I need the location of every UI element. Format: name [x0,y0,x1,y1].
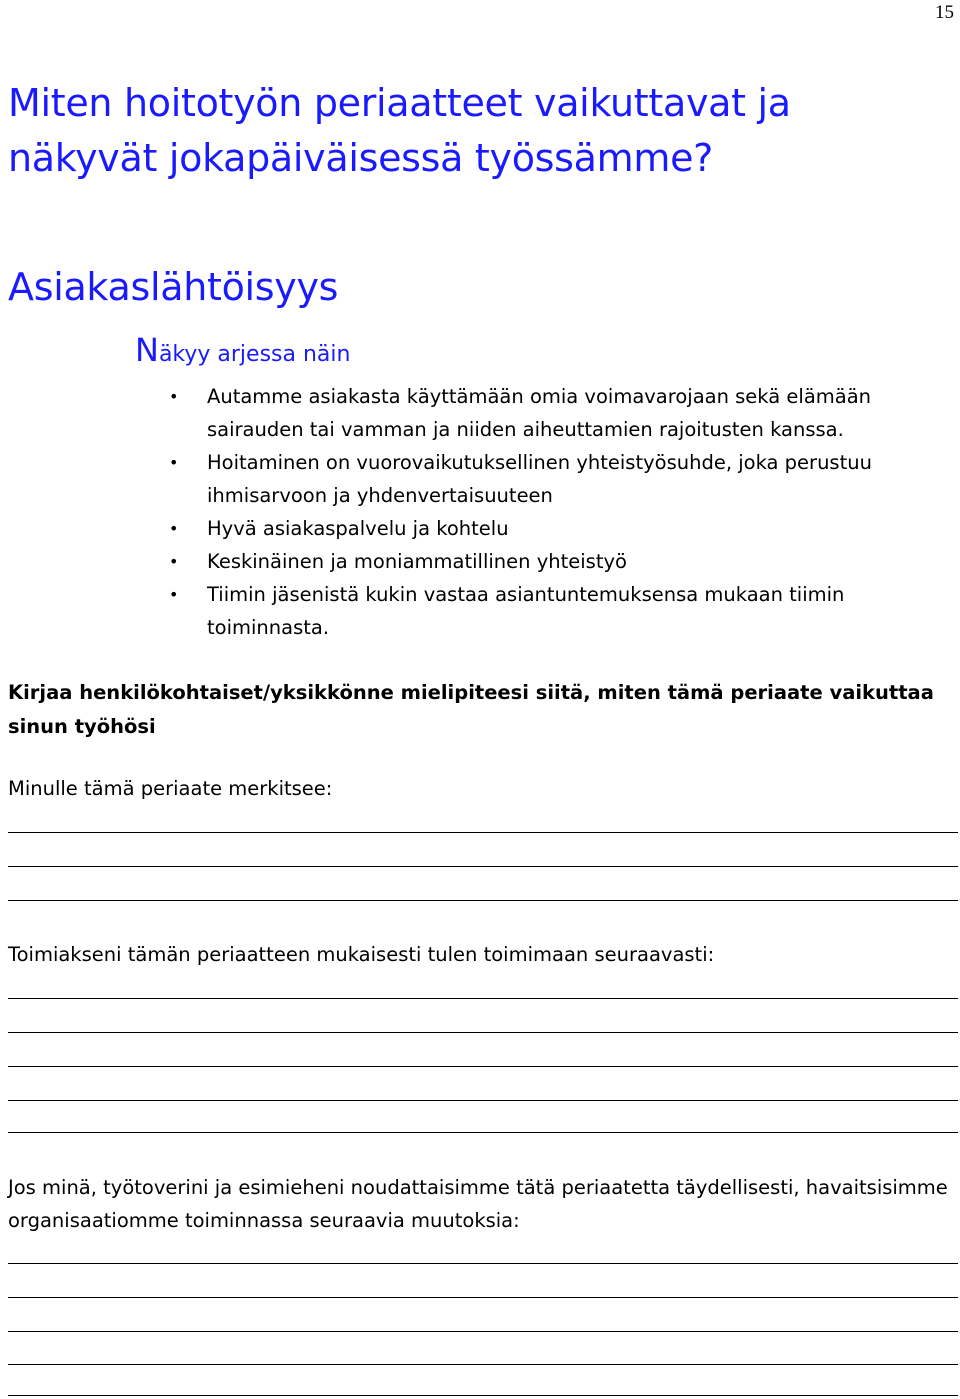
list-item [165,380,955,446]
answer-line[interactable] [8,1100,958,1101]
list-item [165,512,955,545]
answer-line[interactable] [8,1066,958,1067]
instruction-text: Kirjaa henkilökohtaiset/yksikkönne mielipiteesi siitä, miten tämä periaate vaikuttaa sinun työhösi [8,681,934,738]
sub-heading [135,330,350,375]
list-item [165,545,955,578]
bullet-icon: • [169,585,179,604]
section-title: Asiakaslähtöisyys [8,265,339,309]
answer-line[interactable] [8,1364,958,1365]
list-item [165,446,955,512]
prompt-action: Toimiakseni tämän periaatteen mukaisesti tulen toimimaan seuraavasti: [8,943,715,966]
sub-heading-text: äkyy arjessa näin [158,342,351,367]
sub-heading-initial: N [135,331,159,369]
bullet-icon: • [169,552,179,571]
bullet-icon: • [169,519,179,538]
answer-line[interactable] [8,1297,958,1298]
answer-line[interactable] [8,866,958,867]
answer-line[interactable] [8,1032,958,1033]
bullet-icon: • [169,453,179,472]
page-number: 15 [935,2,954,23]
answer-line[interactable] [8,832,958,833]
list-item-text: Autamme asiakasta käyttämään omia voimavarojaan sekä elämään sairauden tai vamman ja niiden aiheuttamien rajoitusten kanssa. [207,385,872,441]
answer-line[interactable] [8,1132,958,1133]
list-item [165,578,955,644]
prompt-changes: Jos minä, työtoverini ja esimieheni noudattaisimme tätä periaatetta täydellisesti, havaitsisimme organisaatiomme toiminnassa seuraavia muutoksia: [8,1176,948,1232]
list-item-text: Hyvä asiakaspalvelu ja kohtelu [207,517,509,540]
list-item-text: Tiimin jäsenistä kukin vastaa asiantuntemuksensa mukaan tiimin toiminnasta. [207,583,845,639]
bullet-list [165,380,955,644]
answer-line[interactable] [8,998,958,999]
answer-line[interactable] [8,1263,958,1264]
page-title: Miten hoitotyön periaatteet vaikuttavat ja näkyvät jokapäiväisessä työssämme? [8,81,791,180]
list-item-text: Keskinäinen ja moniammatillinen yhteistyö [207,550,627,573]
answer-line[interactable] [8,1331,958,1332]
prompt-meaning: Minulle tämä periaate merkitsee: [8,777,333,800]
answer-line[interactable] [8,900,958,901]
bullet-icon: • [169,387,179,406]
list-item-text: Hoitaminen on vuorovaikutuksellinen yhteistyösuhde, joka perustuu ihmisarvoon ja yhdenvertaisuuteen [207,451,872,507]
answer-line[interactable] [8,1395,958,1396]
